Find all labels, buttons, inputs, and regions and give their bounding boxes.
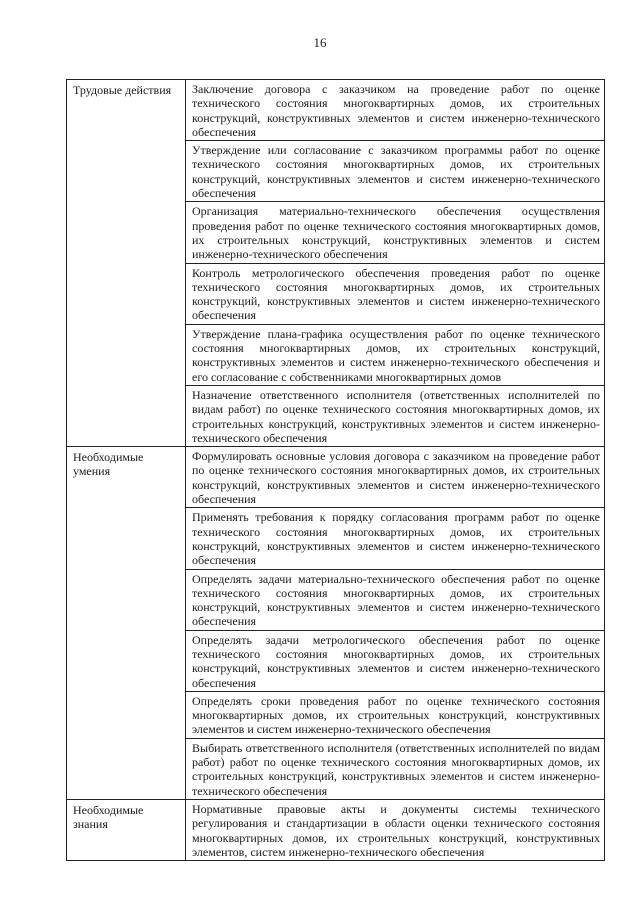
labor-action-item: Контроль метрологического обеспечения проведения работ по оценке технического состояния многоквартирных домов, их строительных конструкций, конструктивных элементов и систем инженерно-технического обеспечения: [186, 263, 605, 324]
skill-item: Определять сроки проведения работ по оценке технического состояния многоквартирных домов, их строительных конструкций, конструктивных элементов и систем инженерно-технического обеспечения: [186, 691, 605, 738]
labor-action-item: Заключение договора с заказчиком на проведение работ по оценке технического состояния многоквартирных домов, их строительных конструкций, конструктивных элементов и систем инженерно-технического обеспечения: [186, 80, 605, 141]
section-label-required-skills: Необходимые умения: [67, 447, 186, 800]
skill-item: Выбирать ответственного исполнителя (ответственных исполнителей по видам работ) работ по оценке технического состояния многоквартирных домов, их строительных конструкций, конструктивных элементов и систем инженерно-технического обеспечения: [186, 738, 605, 799]
table-row: [67, 80, 605, 141]
skill-item: Применять требования к порядку согласования программ работ по оценке технического состояния многоквартирных домов, их строительных конструкций, конструктивных элементов и систем инженерно-технического обеспечения: [186, 508, 605, 569]
skill-item: Формулировать основные условия договора с заказчиком на проведение работ по оценке технического состояния многоквартирных домов, их строительных конструкций, конструктивных элементов и систем инженерно-технического обеспечения: [186, 447, 605, 508]
labor-action-item: Утверждение или согласование с заказчиком программы работ по оценке технического состояния многоквартирных домов, их строительных конструкций, конструктивных элементов и систем инженерно-технического обеспечения: [186, 141, 605, 202]
page-number: 16: [313, 35, 327, 50]
skill-item: Определять задачи материально-технического обеспечения работ по оценке технического состояния многоквартирных домов, их строительных конструкций, конструктивных элементов и систем инженерно-технического обеспечения: [186, 569, 605, 630]
section-label-labor-actions: Трудовые действия: [67, 80, 186, 447]
labor-action-item: Назначение ответственного исполнителя (ответственных исполнителей по видам работ) по оценке технического состояния многоквартирных домов, их строительных конструкций, конструктивных элементов и систем инженерно-технического обеспечения: [186, 385, 605, 446]
knowledge-item: Нормативные правовые акты и документы системы технического регулирования и стандартизации в области оценки технического состояния многоквартирных домов, их строительных конструкций, конструктивных элементов, систем инженерно-технического обеспечения: [186, 799, 605, 860]
qualification-table: [66, 79, 605, 861]
section-label-required-knowledge: Необходимые знания: [67, 799, 186, 860]
skill-item: Определять задачи метрологического обеспечения работ по оценке технического состояния многоквартирных домов, их строительных конструкций, конструктивных элементов и систем инженерно-технического обеспечения: [186, 630, 605, 691]
table-row: [67, 447, 605, 508]
labor-action-item: Утверждение плана-графика осуществления работ по оценке технического состояния многоквартирных домов, их строительных конструкций, конструктивных элементов и систем инженерно-технического обеспечения и его согласование с собственниками многоквартирных домов: [186, 324, 605, 385]
labor-action-item: Организация материально-технического обеспечения осуществления проведения работ по оценке технического состояния многоквартирных домов, их строительных конструкций, конструктивных элементов и систем инженерно-технического обеспечения: [186, 202, 605, 263]
table-row: [67, 799, 605, 860]
